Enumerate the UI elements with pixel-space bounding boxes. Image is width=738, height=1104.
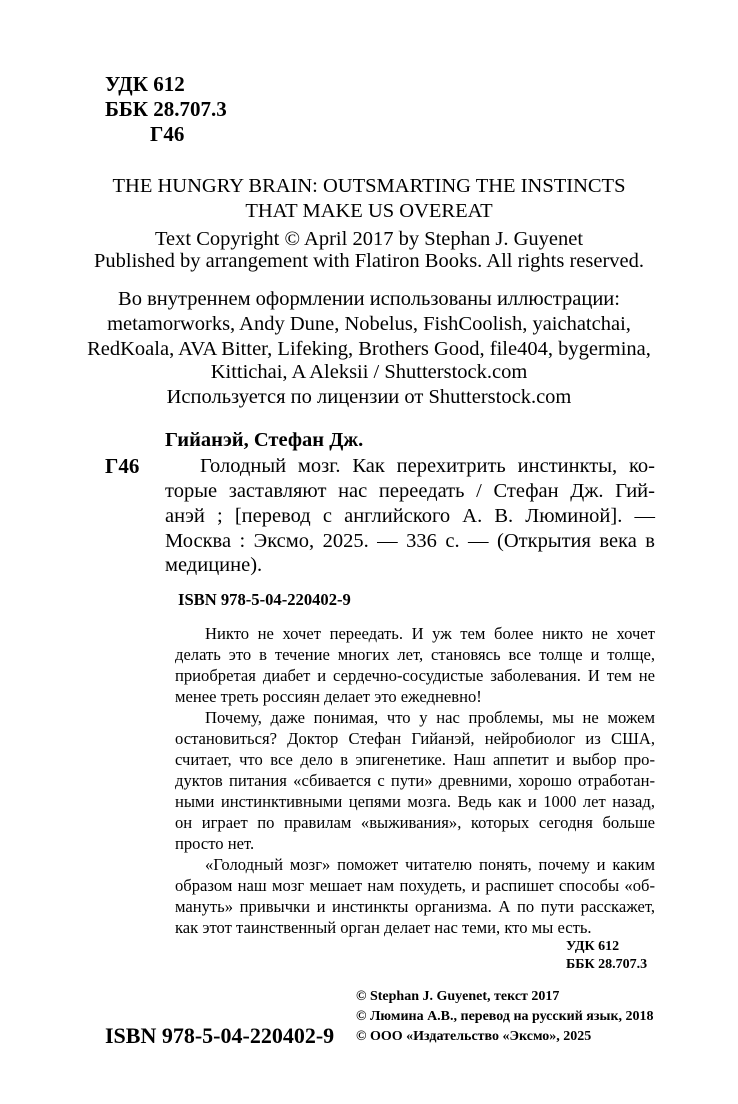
bib-isbn: ISBN 978-5-04-220402-9: [178, 590, 351, 609]
credits-line: Во внутреннем оформлении использованы иллюстрации:: [118, 288, 620, 310]
annotation-line: ными инстинктивными цепями мозга. Ведь как и 1000 лет назад,: [175, 792, 655, 811]
credits-line: Kittichai, A Aleksii / Shutterstock.com: [210, 361, 528, 383]
annotation-line: дуктов питания «сбивается с пути» древними, хорошо отработан-: [175, 771, 655, 790]
annotation-line: считает, что все дело в эпигенетике. Наш аппетит и выбор про-: [175, 750, 655, 769]
original-title-line: THE HUNGRY BRAIN: OUTSMARTING THE INSTINCTS: [112, 175, 626, 197]
author-mark: Г46: [150, 122, 185, 146]
bib-line: торые заставляют нас переедать / Стефан Дж. Гий-: [165, 480, 655, 502]
bib-author: Гийанэй, Стефан Дж.: [165, 429, 364, 451]
annotation-line: как этот таинственный орган делает нас теми, кто мы есть.: [175, 918, 592, 937]
annotation-line: образом наш мозг мешает нам похудеть, и распишет способы «об-: [175, 876, 655, 895]
udk-code: УДК 612: [105, 72, 185, 96]
annotation-line: «Голодный мозг» поможет читателю понять, почему и каким: [205, 855, 655, 874]
annotation-line: Почему, даже понимая, что у нас проблемы, мы не можем: [205, 708, 655, 727]
bottom-bbk: ББК 28.707.3: [566, 957, 648, 972]
bib-line: медицине).: [165, 554, 263, 576]
bib-line: Голодный мозг. Как перехитрить инстинкты, ко-: [200, 455, 655, 477]
credits-line: Используется по лицензии от Shutterstock.com: [166, 386, 572, 408]
copyright-line: © ООО «Издательство «Эксмо», 2025: [356, 1029, 592, 1044]
credits-line: metamorworks, Andy Dune, Nobelus, FishCoolish, yaichatchai,: [107, 313, 631, 335]
annotation-line: он играет по правилам «выживания», которых сегодня больше: [175, 813, 655, 832]
text-copyright: Text Copyright © April 2017 by Stephan J. Guyenet: [154, 228, 584, 250]
annotation-line: Никто не хочет переедать. И уж тем более никто не хочет: [205, 624, 655, 643]
bib-line: анэй ; [перевод с английского А. В. Люминой]. —: [165, 505, 655, 527]
copyright-line: © Люмина А.В., перевод на русский язык, 2018: [356, 1009, 654, 1024]
bbk-code: ББК 28.707.3: [105, 97, 227, 121]
annotation-line: приобретая диабет и сердечно-сосудистые заболевания. И тем не: [175, 666, 655, 685]
bib-mark: Г46: [105, 454, 140, 478]
credits-line: RedKoala, AVA Bitter, Lifeking, Brothers Good, file404, bygermina,: [87, 338, 651, 360]
original-title-line: THAT MAKE US OVEREAT: [245, 200, 493, 222]
annotation-line: мануть» привычки и инстинкты организма. А по пути расскажет,: [175, 897, 655, 916]
publication-rights: Published by arrangement with Flatiron Books. All rights reserved.: [93, 250, 644, 272]
annotation-line: делать это в течение многих лет, становясь все толще и толще,: [175, 645, 655, 664]
annotation-line: остановиться? Доктор Стефан Гийанэй, нейробиолог из США,: [175, 729, 655, 748]
bottom-isbn: ISBN 978-5-04-220402-9: [105, 1023, 335, 1048]
bottom-udk: УДК 612: [566, 939, 620, 954]
annotation-line: менее треть россиян делает это ежедневно!: [175, 687, 482, 706]
annotation-line: просто нет.: [175, 834, 255, 853]
bib-line: Москва : Эксмо, 2025. — 336 с. — (Открытия века в: [165, 530, 655, 552]
copyright-line: © Stephan J. Guyenet, текст 2017: [356, 989, 560, 1004]
